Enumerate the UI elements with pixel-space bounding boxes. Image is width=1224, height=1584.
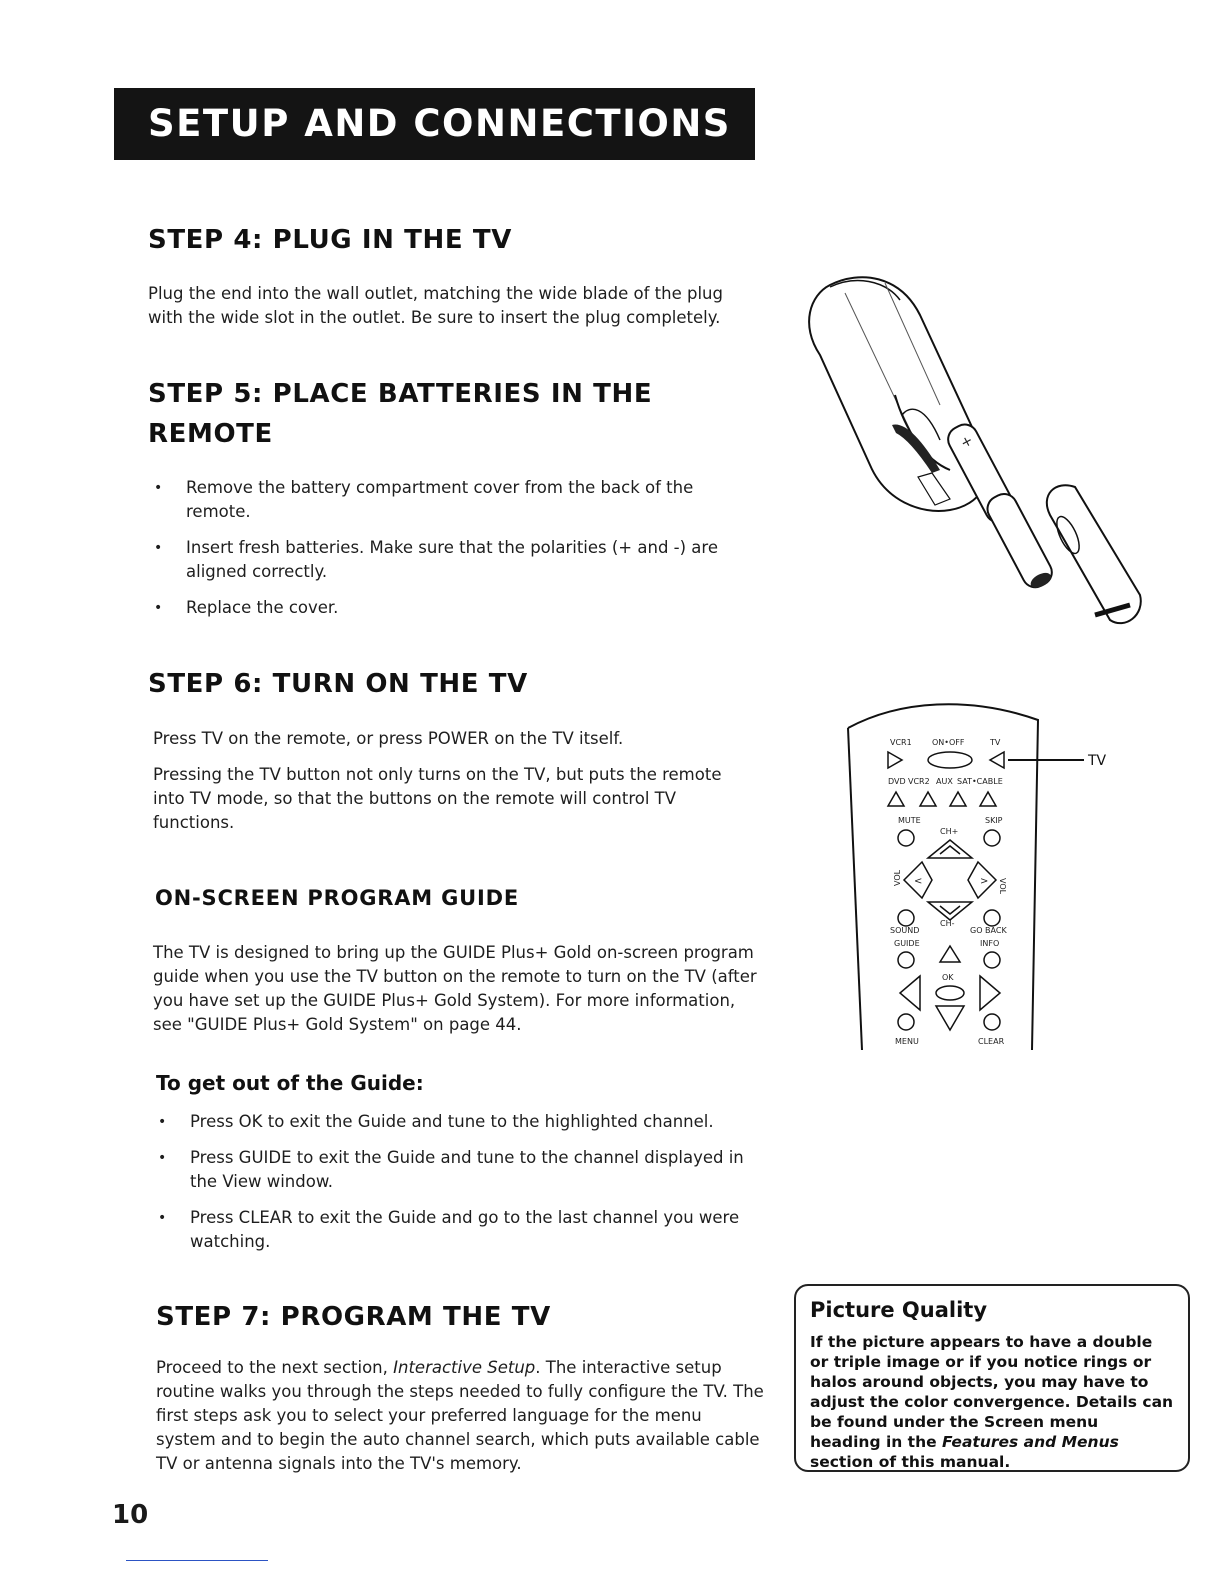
page-number: 10 (112, 1500, 149, 1530)
list-item: • Replace the cover. (152, 596, 722, 620)
interactive-setup-ref: Interactive Setup (393, 1358, 536, 1377)
sound-label: SOUND (890, 926, 920, 935)
info-label: INFO (980, 939, 1000, 948)
section-banner: SETUP AND CONNECTIONS (114, 88, 755, 160)
skip-label: SKIP (985, 816, 1003, 825)
step5-heading: STEP 5: PLACE BATTERIES IN THE REMOTE (148, 379, 653, 449)
clear-label: CLEAR (978, 1037, 1005, 1046)
satcable-label: SAT•CABLE (957, 777, 1003, 786)
vol-left-label: VOL (893, 869, 902, 886)
aux-label: AUX (936, 777, 953, 786)
step4-heading: STEP 4: PLUG IN THE TV (148, 225, 512, 255)
ch-up-label: CH+ (940, 827, 959, 836)
list-item: • Press OK to exit the Guide and tune to the highlighted channel. (156, 1110, 756, 1134)
step6-text-2: Pressing the TV button not only turns on the TV, but puts the remote into TV mode, so that the buttons on the remote will control TV functions. (153, 765, 722, 832)
battery-plus-label: + (957, 432, 976, 452)
vcr1-label: VCR1 (890, 738, 912, 747)
features-menus-ref: Features and Menus (942, 1433, 1119, 1451)
guide-heading: ON-SCREEN PROGRAM GUIDE (155, 886, 519, 910)
svg-text:<: < (914, 876, 923, 887)
ok-label: OK (942, 973, 954, 982)
vol-right-label: VOL (998, 878, 1007, 895)
guide-exit-heading: To get out of the Guide: (156, 1071, 424, 1095)
dvd-label: DVD (888, 777, 906, 786)
ch-down-label: CH- (940, 919, 955, 928)
step7-heading: STEP 7: PROGRAM THE TV (156, 1302, 551, 1332)
picture-quality-note (794, 1284, 1190, 1472)
guide-text: The TV is designed to bring up the GUIDE Plus+ Gold on-screen program guide when you use the TV button on the remote to turn on the TV (after you have set up the GUIDE Plus+ Gold System). For more information, see "GUIDE Plus+ Gold System" on page 44. (153, 943, 757, 1034)
svg-text:>: > (980, 876, 989, 887)
note-text: If the picture appears to have a double or triple image or if you notice rings or halos around objects, you may have to adjust the color convergence. Details can be found under the Screen menu heading in the Features and Menus section of this manual. (810, 1333, 1174, 1471)
step6-text-1: Press TV on the remote, or press POWER on the TV itself. (153, 729, 624, 748)
mute-label: MUTE (898, 816, 921, 825)
step5-bullets (152, 476, 722, 632)
goback-label: GO BACK (970, 926, 1007, 935)
note-title: Picture Quality (810, 1298, 988, 1322)
guide-label: GUIDE (894, 939, 920, 948)
tv-callout: TV (1088, 753, 1107, 769)
list-item: • Insert fresh batteries. Make sure that the polarities (+ and -) are aligned correctly. (152, 536, 722, 584)
step4-text: Plug the end into the wall outlet, matching the wide blade of the plug with the wide slot in the outlet. Be sure to insert the plug completely. (148, 284, 723, 327)
list-item: • Press CLEAR to exit the Guide and go to the last channel you were watching. (156, 1206, 756, 1254)
battery-illustration (800, 255, 1150, 640)
step6-heading: STEP 6: TURN ON THE TV (148, 669, 528, 699)
list-item: • Remove the battery compartment cover from the back of the remote. (152, 476, 722, 524)
remote-illustration (840, 690, 1110, 1060)
vcr2-label: VCR2 (908, 777, 930, 786)
tv-label: TV (990, 738, 1001, 747)
guide-exit-bullets (156, 1110, 756, 1266)
menu-label: MENU (895, 1037, 919, 1046)
onoff-label: ON•OFF (932, 738, 965, 747)
footer-rule (126, 1560, 268, 1561)
list-item: • Press GUIDE to exit the Guide and tune to the channel displayed in the View window. (156, 1146, 756, 1194)
step7-text: Proceed to the next section, Interactive Setup. The interactive setup routine walks you through the steps needed to fully configure the TV. The first steps ask you to select your preferred language for the menu system and to begin the auto channel search, which puts available cable TV or antenna signals into the TV's memory. (156, 1358, 764, 1473)
